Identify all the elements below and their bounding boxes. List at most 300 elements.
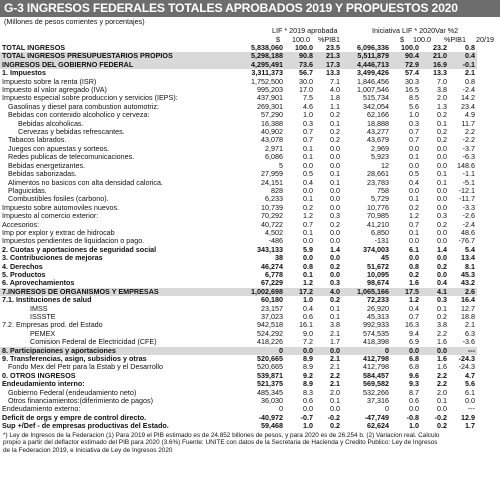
row-value: 0.2 — [409, 270, 419, 279]
table-row — [0, 86, 500, 94]
row-value: 3,499,426 — [357, 69, 389, 78]
row-label: TOTAL INGRESOS PRESUPUESTARIOS PROPIOS — [0, 52, 236, 60]
row-value: 0.0 — [437, 144, 447, 153]
row-value: 16.3 — [405, 321, 419, 330]
table-row — [0, 372, 500, 380]
row-value: 2.1 — [330, 355, 340, 364]
row-label: Otros financiamientos:(diferimiento de pagos) — [8, 397, 154, 406]
row-value: 6.3 — [465, 329, 475, 338]
row-value: 1.6 — [437, 338, 447, 347]
row-label: 7.2. Empresas prod. del Estado — [2, 321, 103, 330]
row-value: 1.2 — [303, 212, 313, 221]
row-value: 6.8 — [409, 355, 419, 364]
row-value: 72.9 — [389, 61, 419, 69]
row-label: Accesorios: — [2, 220, 40, 229]
row-value: 0.0 — [303, 161, 313, 170]
row-value: 0.8 — [409, 262, 419, 271]
row-value: 485,345 — [257, 388, 283, 397]
row-value: 0.0 — [437, 405, 447, 414]
row-value: 0.3 — [303, 119, 313, 128]
row-value: 0.0 — [465, 397, 475, 406]
row-value: 40,722 — [261, 220, 283, 229]
row-value: 0.6 — [303, 313, 313, 321]
row-value: 5,298,188 — [236, 52, 283, 60]
row-label: TOTAL INGRESOS — [2, 44, 66, 52]
row-value: 70,292 — [261, 212, 283, 221]
row-value: 0.1 — [437, 178, 447, 187]
row-value: 72,233 — [367, 296, 389, 305]
row-value: 18.8 — [461, 313, 475, 321]
row-value: 574,535 — [363, 329, 389, 338]
table-row — [0, 321, 500, 329]
row-value: 0.7 — [409, 313, 419, 321]
row-value: 43,679 — [367, 136, 389, 145]
table-row — [0, 397, 500, 405]
row-value: 16.4 — [461, 296, 475, 305]
row-value: 1,002,698 — [236, 288, 283, 296]
row-value: 0.8 — [465, 77, 475, 86]
row-value: 0.4 — [437, 279, 447, 288]
row-value: -0.8 — [406, 413, 419, 422]
row-value: 6.9 — [409, 338, 419, 347]
row-value: 0 — [279, 405, 283, 414]
row-value: 0.1 — [303, 144, 313, 153]
row-value: 0.2 — [330, 128, 340, 137]
row-value: 18,888 — [367, 119, 389, 128]
row-label: Juegos con apuestas y sorteos. — [8, 144, 110, 153]
row-value: 532,266 — [363, 388, 389, 397]
row-value: 11.7 — [461, 119, 475, 128]
lif-2020-header: Iniciativa LIF * 2020Var %2 — [372, 26, 459, 35]
row-value: 1.4 — [330, 245, 340, 254]
row-value: 1.0 — [303, 296, 313, 305]
row-label: Impuestos pendientes de liquidacion o pago. — [2, 237, 145, 246]
table-row — [0, 145, 500, 153]
row-value: 0.0 — [409, 144, 419, 153]
row-value: --- — [447, 347, 477, 355]
table-row — [0, 380, 500, 388]
row-value: 17.0 — [299, 86, 313, 95]
row-value: 16.9 — [419, 61, 447, 69]
row-value: 0.0 — [409, 405, 419, 414]
row-label: Cervezas y bebidas refrescantes. — [18, 128, 125, 137]
row-value: 0.0 — [389, 347, 419, 355]
row-value: -2.4 — [462, 86, 475, 95]
row-value: 8.3 — [303, 388, 313, 397]
row-value: 0.2 — [437, 262, 447, 271]
row-label: 4. Derechos — [2, 262, 43, 271]
row-value: 1,007,546 — [357, 86, 389, 95]
row-value: 520,665 — [257, 363, 283, 372]
row-value: -3.6 — [462, 338, 475, 347]
row-value: 0.3 — [330, 279, 340, 288]
row-value: 0.0 — [419, 347, 447, 355]
row-value: 342,054 — [363, 102, 389, 111]
table-row — [0, 288, 500, 296]
footnote-line: de la Federacion 2019, e Iniciativa de Ley de Ingresos 2020 — [3, 446, 173, 454]
row-value: 0.0 — [330, 270, 340, 279]
row-value: 2,971 — [265, 144, 283, 153]
row-value: 0.8 — [303, 262, 313, 271]
row-value: 0.2 — [330, 136, 340, 145]
row-value: 23,783 — [367, 178, 389, 187]
row-value: 8.5 — [409, 94, 419, 103]
row-value: 0.1 — [330, 119, 340, 128]
row-value: 0.0 — [303, 254, 313, 263]
row-value: 0.0 — [330, 405, 340, 414]
table-row — [0, 313, 500, 321]
row-value: 6.1 — [465, 388, 475, 397]
row-value: 23,157 — [261, 304, 283, 313]
row-value: 98,674 — [367, 279, 389, 288]
table-row — [0, 78, 500, 86]
row-value: -0.2 — [327, 413, 340, 422]
row-value: 0.4 — [409, 178, 419, 187]
ini-units: $ — [400, 35, 404, 44]
lif-pib: %PIB1 — [318, 35, 340, 44]
row-value: 17.2 — [283, 288, 313, 296]
row-value: 62,166 — [367, 111, 389, 120]
row-value: 2,969 — [371, 144, 389, 153]
row-value: 1.8 — [330, 94, 340, 103]
row-value: -24.3 — [458, 363, 475, 372]
row-value: 59,468 — [261, 422, 283, 431]
row-value: 10,095 — [367, 270, 389, 279]
table-row — [0, 212, 500, 220]
row-value: 10,776 — [367, 203, 389, 212]
row-value: 0.0 — [330, 153, 340, 162]
row-value: 418,226 — [257, 338, 283, 347]
row-value: 13.3 — [326, 69, 340, 78]
row-value: 0.1 — [303, 270, 313, 279]
row-value: 0.4 — [303, 178, 313, 187]
row-label: PEMEX — [30, 329, 56, 338]
row-value: 70,985 — [367, 212, 389, 221]
row-value: 13.3 — [433, 69, 447, 78]
row-value: 1.2 — [303, 279, 313, 288]
row-value: 4.9 — [465, 111, 475, 120]
row-label: Impuesto al comercio exterior: — [2, 212, 99, 221]
table-row — [0, 195, 500, 203]
footnotes — [0, 431, 500, 455]
row-value: 37,023 — [261, 313, 283, 321]
row-value: -3.7 — [462, 144, 475, 153]
table-row — [0, 162, 500, 170]
row-value: 10,739 — [261, 203, 283, 212]
row-value: 0.0 — [330, 228, 340, 237]
row-value: 0.3 — [330, 212, 340, 221]
row-value: 524,292 — [257, 329, 283, 338]
row-value: 2.2 — [330, 371, 340, 380]
table-row — [0, 363, 500, 371]
column-header — [0, 26, 500, 44]
row-label: Fondo Mex del Petr para la Estab y el Desarrollo — [8, 363, 164, 372]
row-value: 0.2 — [330, 422, 340, 431]
row-value: 0.2 — [330, 296, 340, 305]
row-value: 2.0 — [437, 94, 447, 103]
row-value: 2.1 — [330, 329, 340, 338]
row-value: 3.8 — [437, 321, 447, 330]
row-value: 0.7 — [409, 220, 419, 229]
row-value: 6,233 — [265, 195, 283, 204]
row-value: 43,277 — [367, 128, 389, 137]
row-value: 0.0 — [437, 195, 447, 204]
row-value: 0.0 — [409, 237, 419, 246]
row-label: Bebidas con contenido alcoholico y cerveza: — [8, 111, 150, 120]
row-value: 2.1 — [330, 380, 340, 389]
row-label: Bebidas alcoholicas. — [18, 119, 84, 128]
row-value: 45 — [381, 254, 389, 263]
row-label: Bebidas energetizantes. — [8, 161, 86, 170]
table-row — [0, 237, 500, 245]
row-value: 418,398 — [363, 338, 389, 347]
row-value: 2.2 — [465, 128, 475, 137]
row-value: 0.7 — [409, 128, 419, 137]
row-value: 6,086 — [265, 153, 283, 162]
row-label: Gasolinas y diesel para combustion automotriz: — [8, 102, 160, 111]
row-value: 995,203 — [257, 86, 283, 95]
row-value: 269,301 — [257, 102, 283, 111]
row-value: 14.2 — [461, 94, 475, 103]
row-value: 7.1 — [330, 77, 340, 86]
row-value: 0.7 — [303, 136, 313, 145]
row-value: 7.5 — [303, 94, 313, 103]
row-value: 0 — [236, 347, 283, 355]
row-value: 5,838,060 — [251, 44, 283, 52]
row-value: 520,665 — [257, 355, 283, 364]
row-value: -0.2 — [434, 413, 447, 422]
row-value: 0.1 — [330, 178, 340, 187]
row-label: 7.INGRESOS DE ORGANISMOS Y EMPRESAS — [0, 288, 236, 296]
row-value: 0.0 — [437, 186, 447, 195]
row-value: 4,295,491 — [236, 61, 283, 69]
table-row — [0, 61, 500, 69]
row-value: 0.7 — [303, 128, 313, 137]
row-label: Sup +/Def - de empresas productivas del Estado. — [2, 422, 169, 431]
row-value: 2.6 — [447, 288, 477, 296]
row-value: 4,502 — [265, 228, 283, 237]
table-row — [0, 422, 500, 430]
row-value: 23.4 — [461, 102, 475, 111]
row-value: 1.3 — [437, 102, 447, 111]
row-value: 90.8 — [283, 52, 313, 60]
row-value: 4.0 — [330, 86, 340, 95]
row-value: 0.3 — [409, 119, 419, 128]
row-value: 942,518 — [257, 321, 283, 330]
row-label: ISSSTE — [30, 313, 56, 321]
row-value: 1.1 — [330, 102, 340, 111]
row-value: 412,798 — [363, 363, 389, 372]
table-row — [0, 103, 500, 111]
row-value: -24.3 — [458, 355, 475, 364]
row-value: 5 — [279, 161, 283, 170]
row-value: 828 — [271, 186, 283, 195]
row-value: 515,734 — [363, 94, 389, 103]
row-value: 6,778 — [265, 270, 283, 279]
row-value: 0.5 — [409, 170, 419, 179]
row-value: 0.2 — [330, 220, 340, 229]
row-value: 48.6 — [461, 228, 475, 237]
row-value: 7.0 — [437, 77, 447, 86]
row-value: 1,752,500 — [251, 77, 283, 86]
row-value: 8.9 — [303, 355, 313, 364]
row-value: --- — [467, 405, 475, 414]
row-value: 2.1 — [465, 321, 475, 330]
row-value: 1.6 — [409, 279, 419, 288]
row-value: 0.0 — [437, 161, 447, 170]
row-value: 0.0 — [437, 203, 447, 212]
row-value: 6.1 — [409, 245, 419, 254]
page-subtitle: (Millones de pesos corrientes y porcentajes) — [4, 17, 145, 26]
row-label: Gobierno Federal (endeudamiento neto) — [8, 388, 137, 397]
row-label: 0. OTROS INGRESOS — [2, 371, 76, 380]
row-value: 3.8 — [437, 86, 447, 95]
row-value: 0.2 — [409, 203, 419, 212]
row-label: Deficit de orgs y empre de control directo. — [2, 413, 147, 422]
row-value: 73.6 — [283, 61, 313, 69]
row-value: -486 — [268, 237, 283, 246]
row-value: 9.3 — [409, 380, 419, 389]
table-row — [0, 204, 500, 212]
row-label: 6. Aprovechamientos — [2, 279, 75, 288]
row-value: 0.0 — [283, 347, 313, 355]
table-row — [0, 153, 500, 161]
table-row — [0, 136, 500, 144]
row-value: 0.0 — [330, 195, 340, 204]
row-value: 4,446,713 — [340, 61, 389, 69]
row-value: -12.1 — [458, 186, 475, 195]
row-value: -11.7 — [459, 195, 475, 204]
row-value: 1.7 — [330, 338, 340, 347]
row-value: 0.0 — [437, 153, 447, 162]
row-label: 7.1. Instituciones de salud — [2, 296, 92, 305]
row-label: Endeudamiento interno: — [2, 380, 85, 389]
row-value: -76.7 — [458, 237, 475, 246]
row-value: 5,729 — [371, 195, 389, 204]
row-label: 2. Cuotas y aportaciones de seguridad social — [2, 245, 157, 254]
row-value: 13.4 — [461, 254, 475, 263]
row-value: 412,798 — [363, 355, 389, 364]
row-value: 5.4 — [465, 245, 475, 254]
row-value: 5.9 — [303, 245, 313, 254]
row-value: 0.1 — [437, 119, 447, 128]
row-value: 0.2 — [437, 313, 447, 321]
row-value: 3,311,373 — [251, 69, 283, 78]
table-row — [0, 94, 500, 102]
row-value: 0.1 — [330, 313, 340, 321]
row-value: 4.0 — [313, 288, 340, 296]
row-value: 8.7 — [409, 388, 419, 397]
row-value: 0.0 — [437, 228, 447, 237]
table-row — [0, 330, 500, 338]
ini-pct: 100.0 — [413, 35, 431, 44]
row-value: 0.4 — [409, 304, 419, 313]
row-label: Tabacos labrados. — [8, 136, 67, 145]
row-value: 90.4 — [389, 52, 419, 60]
row-value: 2.1 — [330, 363, 340, 372]
row-label: IMSS — [30, 304, 48, 313]
row-value: 43,078 — [261, 136, 283, 145]
row-value: 0.2 — [437, 136, 447, 145]
row-value: 8.9 — [303, 363, 313, 372]
row-value: 6,850 — [371, 228, 389, 237]
row-value: 0.4 — [447, 52, 477, 60]
row-value: 57,290 — [261, 111, 283, 120]
row-value: 0.1 — [330, 170, 340, 179]
table-row — [0, 355, 500, 363]
row-value: 0.2 — [303, 203, 313, 212]
row-value: 37,316 — [367, 397, 389, 406]
row-value: 45,313 — [367, 313, 389, 321]
row-value: 569,582 — [363, 380, 389, 389]
row-value: 1.2 — [409, 296, 419, 305]
row-value: 1.7 — [465, 422, 475, 431]
row-value: 12.9 — [461, 413, 475, 422]
row-value: 437,901 — [257, 94, 283, 103]
table-row — [0, 254, 500, 262]
row-value: 40,902 — [261, 128, 283, 137]
row-value: 2.0 — [437, 388, 447, 397]
row-value: 0.5 — [303, 170, 313, 179]
row-label: Combustibles fosiles (carbono). — [8, 195, 109, 204]
table-row — [0, 263, 500, 271]
row-value: 1.0 — [303, 422, 313, 431]
row-value: -47,749 — [364, 413, 389, 422]
row-value: -5.1 — [462, 178, 475, 187]
row-value: 12 — [381, 161, 389, 170]
row-value: 1,065,166 — [340, 288, 389, 296]
row-value: 0.1 — [303, 195, 313, 204]
row-value: 9.0 — [303, 329, 313, 338]
row-value: 539,871 — [257, 371, 283, 380]
row-value: 23.2 — [433, 44, 447, 52]
row-value: -2.2 — [462, 136, 475, 145]
row-value: 374,003 — [363, 245, 389, 254]
row-value: 27,959 — [261, 170, 283, 179]
row-value: 0.0 — [303, 405, 313, 414]
row-value: 0.0 — [437, 237, 447, 246]
page-title: G-3 INGRESOS FEDERALES TOTALES APROBADOS 2019 Y PROPUESTOS 2020 — [0, 0, 500, 17]
row-value: 16.1 — [299, 321, 313, 330]
row-label: 3. Contribuciones de mejoras — [2, 254, 103, 263]
row-value: 0.2 — [437, 111, 447, 120]
row-value: 343,133 — [257, 245, 283, 254]
row-value: 758 — [377, 186, 389, 195]
row-value: 56.7 — [299, 69, 313, 78]
row-label: Impuesto sobre la renta (ISR) — [2, 77, 97, 86]
row-value: 0.4 — [303, 304, 313, 313]
row-value: 0.1 — [409, 195, 419, 204]
row-value: 28,661 — [367, 170, 389, 179]
row-value: 0.0 — [330, 203, 340, 212]
row-value: 5.6 — [465, 380, 475, 389]
row-value: -2.6 — [462, 212, 475, 221]
row-value: -1.1 — [462, 170, 475, 179]
row-value: -2.4 — [462, 220, 475, 229]
row-value: 0.1 — [303, 153, 313, 162]
row-value: 6,096,336 — [357, 44, 389, 52]
row-value: 1,846,456 — [357, 77, 389, 86]
row-value: 4.7 — [465, 371, 475, 380]
row-value: 9.4 — [409, 329, 419, 338]
row-value: 9.2 — [303, 371, 313, 380]
row-value: 26,920 — [367, 304, 389, 313]
row-value: 5,511,879 — [340, 52, 389, 60]
table-row — [0, 414, 500, 422]
row-value: 0.7 — [409, 136, 419, 145]
row-value: 0 — [385, 405, 389, 414]
row-value: 38 — [275, 254, 283, 263]
